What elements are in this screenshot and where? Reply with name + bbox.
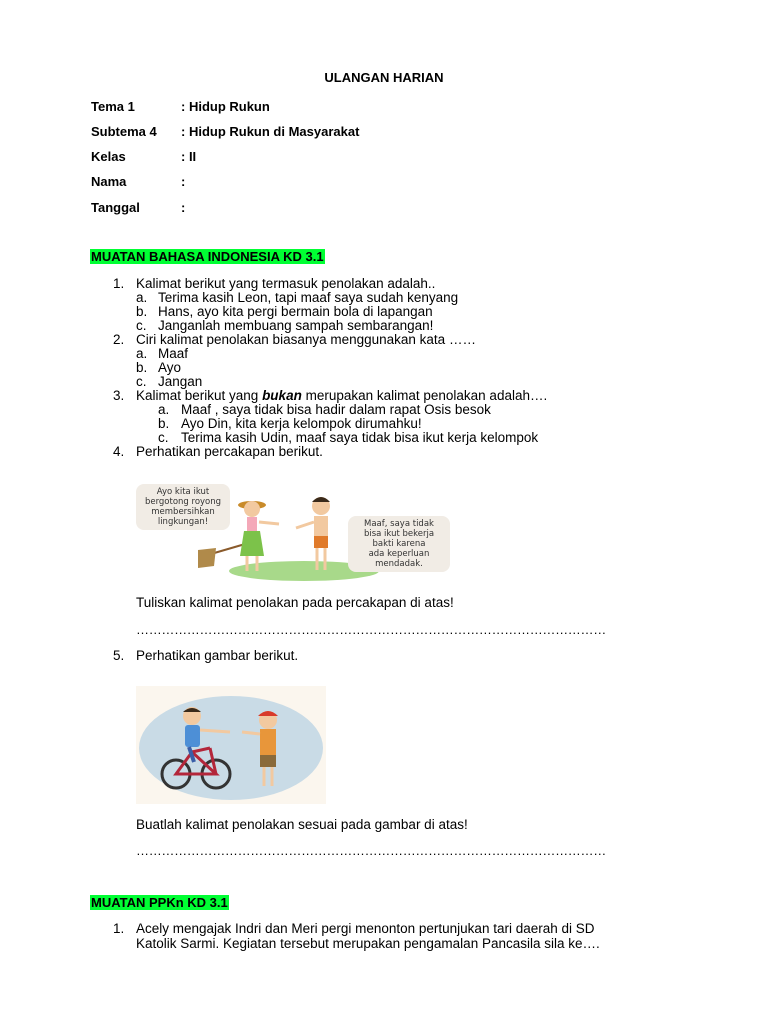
option-text: Maaf (158, 346, 189, 361)
option-letter: a. (158, 402, 170, 417)
question-number: 4. (113, 444, 125, 459)
option-text: Jangan (158, 374, 203, 389)
speech-bubble-left: Ayo kita ikut bergotong royong membersihkan lingkungan! (136, 484, 230, 530)
question-number: 3. (113, 388, 125, 403)
tema-label: Tema 1 (91, 99, 135, 114)
option-letter: c. (158, 430, 169, 445)
section-heading-bahasa-indonesia: MUATAN BAHASA INDONESIA KD 3.1 (91, 249, 324, 264)
option-letter: b. (158, 416, 170, 431)
subtema-label: Subtema 4 (91, 124, 157, 139)
option-text: Ayo (158, 360, 182, 375)
tanggal-value: : (181, 200, 186, 215)
speech-bubble-right: Maaf, saya tidak bisa ikut bekerja bakti karena ada keperluan mendadak. (348, 516, 450, 572)
bicycle-illustration (136, 686, 326, 804)
option-letter: b. (136, 360, 148, 375)
question-number: 5. (113, 648, 125, 663)
nama-value: : (181, 174, 186, 189)
option-letter: c. (136, 318, 147, 333)
conversation-illustration (134, 476, 452, 584)
question-text: Perhatikan gambar berikut. (136, 648, 299, 663)
kelas-label: Kelas (91, 149, 126, 164)
tanggal-label: Tanggal (91, 200, 140, 215)
question-text: Kalimat berikut yang termasuk penolakan adalah.. (136, 276, 436, 291)
option-letter: c. (136, 374, 147, 389)
option-text: Terima kasih Udin, maaf saya tidak bisa ikut kerja kelompok (181, 430, 539, 445)
option-text: Janganlah membuang sampah sembarangan! (158, 318, 434, 333)
answer-line: ………………………………………………………………………………………………… (136, 843, 606, 858)
question-instruction: Buatlah kalimat penolakan sesuai pada gambar di atas! (136, 817, 468, 832)
subtema-value: : Hidup Rukun di Masyarakat (181, 124, 360, 139)
tema-value: : Hidup Rukun (181, 99, 270, 114)
option-letter: a. (136, 346, 148, 361)
bicycle-scene-image (136, 686, 326, 804)
question-instruction: Tuliskan kalimat penolakan pada percakapan di atas! (136, 595, 454, 610)
option-letter: b. (136, 304, 148, 319)
question-number: 1. (113, 921, 125, 936)
question-text: Kalimat berikut yang bukan merupakan kalimat penolakan adalah…. (136, 388, 548, 403)
answer-line: ………………………………………………………………………………………………… (136, 622, 606, 637)
option-text: Hans, ayo kita pergi bermain bola di lapangan (158, 304, 433, 319)
nama-label: Nama (91, 174, 127, 189)
kelas-value: : II (181, 149, 197, 164)
question-text: Ciri kalimat penolakan biasanya menggunakan kata …… (136, 332, 476, 347)
question-number: 1. (113, 276, 125, 291)
option-text: Ayo Din, kita kerja kelompok dirumahku! (181, 416, 422, 431)
question-text-line1: Acely mengajak Indri dan Meri pergi menonton pertunjukan tari daerah di SD (136, 921, 595, 936)
section-heading-ppkn: MUATAN PPKn KD 3.1 (91, 895, 228, 910)
emphasis-word: bukan (262, 388, 302, 403)
question-text: Perhatikan percakapan berikut. (136, 444, 323, 459)
question-number: 2. (113, 332, 125, 347)
option-text: Maaf , saya tidak bisa hadir dalam rapat Osis besok (181, 402, 491, 417)
option-text: Terima kasih Leon, tapi maaf saya sudah kenyang (158, 290, 459, 305)
option-letter: a. (136, 290, 148, 305)
page-title: ULANGAN HARIAN (324, 70, 444, 85)
question-text-line2: Katolik Sarmi. Kegiatan tersebut merupakan pengamalan Pancasila sila ke…. (136, 936, 600, 951)
